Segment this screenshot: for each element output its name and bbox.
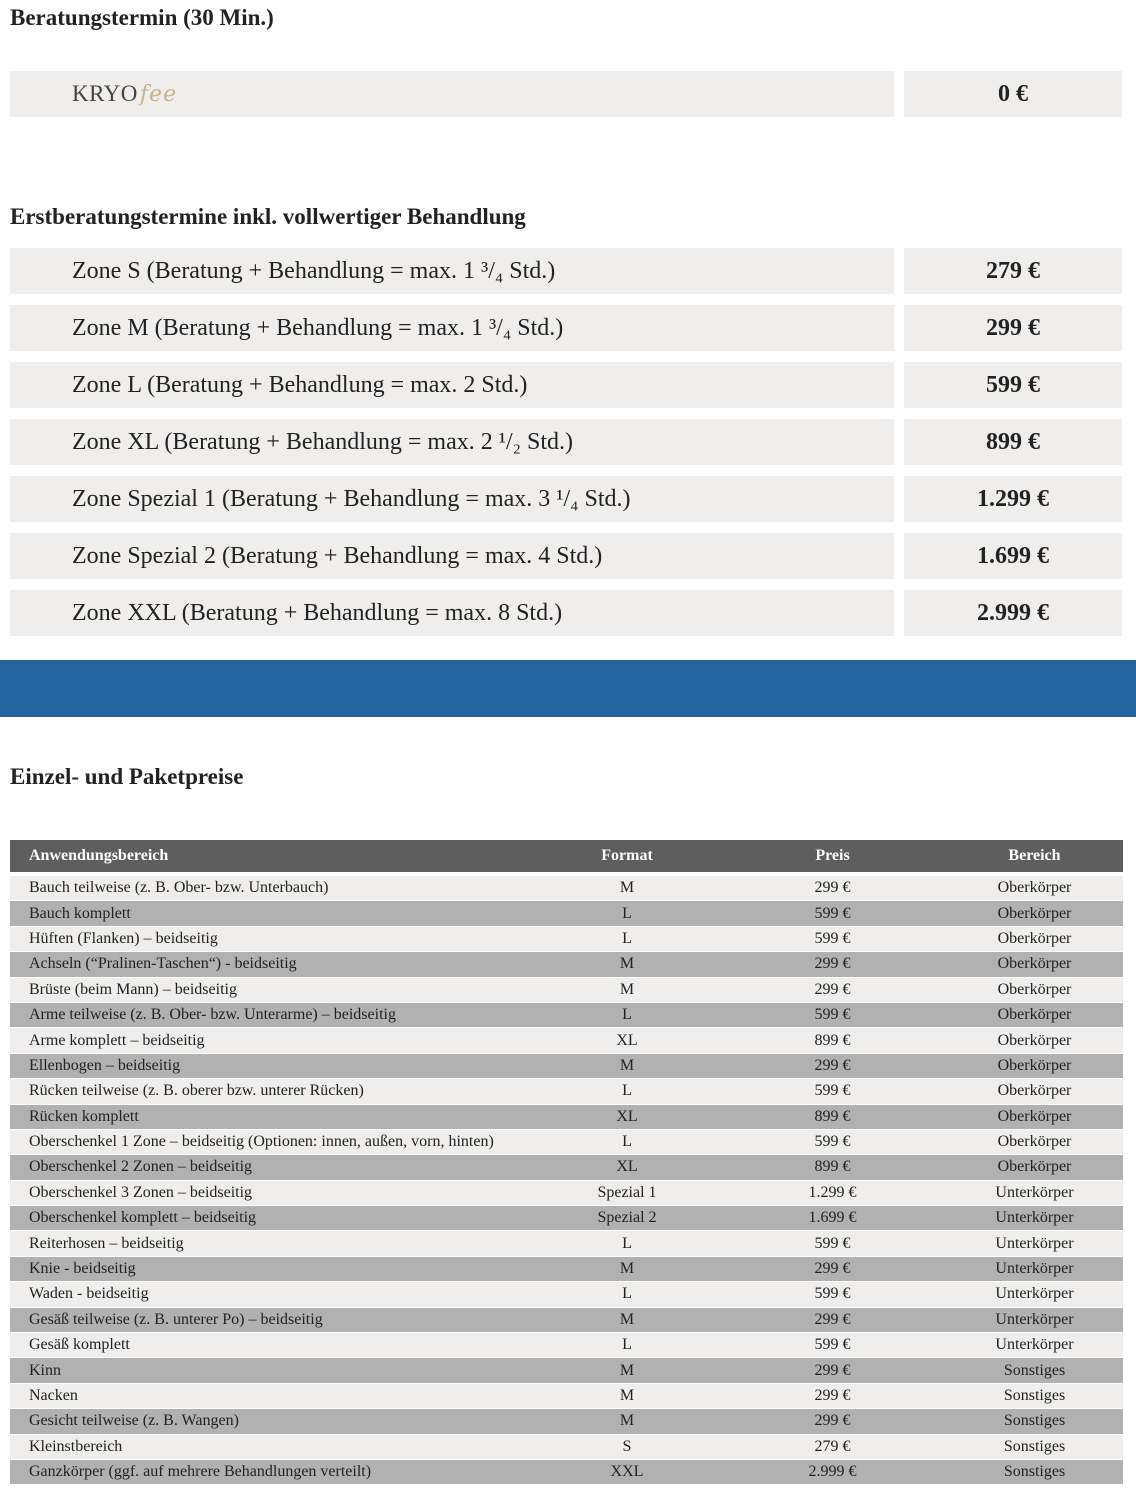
cell-price: 299 €: [814, 1361, 851, 1379]
cell-format: M: [619, 980, 635, 998]
cell-price: 299 €: [814, 1056, 851, 1074]
table-row: [10, 1155, 1123, 1180]
cell-area: Oberschenkel komplett – beidseitig: [29, 1209, 257, 1227]
cell-area: Bauch komplett: [29, 904, 131, 922]
cell-price: 899 €: [814, 1107, 851, 1125]
section-title-first-appointments: Erstberatungstermine inkl. vollwertiger Behandlung: [10, 204, 526, 229]
header-format: Format: [601, 847, 653, 864]
cell-region: Oberkörper: [997, 1006, 1072, 1024]
cell-price: 299 €: [814, 955, 851, 973]
table-row: [10, 1282, 1123, 1307]
cell-format: L: [622, 1285, 632, 1303]
section-title-prices: Einzel- und Paketpreise: [10, 764, 244, 789]
cell-region: Oberkörper: [997, 904, 1072, 922]
cell-area: Oberschenkel 1 Zone – beidseitig (Optionen: innen, außen, vorn, hinten): [29, 1133, 494, 1151]
cell-format: S: [622, 1437, 632, 1455]
table-row: [10, 1079, 1123, 1104]
cell-price: 899 €: [814, 1158, 851, 1176]
cell-area: Arme komplett – beidseitig: [29, 1031, 205, 1049]
cell-price: 2.999 €: [808, 1463, 857, 1481]
cell-region: Unterkörper: [995, 1183, 1074, 1201]
table-row: [10, 1231, 1123, 1256]
cell-price: 299 €: [814, 980, 851, 998]
cell-format: M: [619, 1412, 635, 1430]
cell-region: Unterkörper: [995, 1260, 1074, 1278]
table-row: [10, 1054, 1123, 1079]
cell-format: XL: [616, 1031, 638, 1049]
table-row: [10, 1257, 1123, 1282]
cell-region: Oberkörper: [997, 1031, 1072, 1049]
cell-region: Sonstiges: [1003, 1361, 1066, 1379]
zone-label: Zone L (Beratung + Behandlung = max. 2 Std.): [10, 362, 894, 408]
cell-area: Knie - beidseitig: [29, 1260, 136, 1278]
cell-format: Spezial 2: [597, 1209, 657, 1227]
logo-main-text: KRYO: [72, 81, 138, 106]
header-region: Bereich: [1008, 847, 1061, 864]
cell-region: Oberkörper: [997, 1082, 1072, 1100]
cell-format: XL: [616, 1107, 638, 1125]
table-row: [10, 901, 1123, 926]
cell-price: 299 €: [814, 879, 851, 897]
zone-label: Zone XL (Beratung + Behandlung = max. 2 ¹/₂ Std.): [10, 419, 894, 465]
cell-format: L: [622, 1006, 632, 1024]
cell-area: Nacken: [29, 1387, 78, 1404]
section-title-consultation: Beratungstermin (30 Min.): [10, 5, 274, 30]
cell-area: Ganzkörper (ggf. auf mehrere Behandlungen verteilt): [29, 1463, 372, 1481]
cell-area: Gesäß komplett: [29, 1336, 130, 1354]
table-row: [10, 1435, 1123, 1460]
cell-format: Spezial 1: [597, 1183, 657, 1201]
cell-price: 279 €: [814, 1437, 851, 1455]
cell-area: Rücken komplett: [29, 1107, 139, 1125]
cell-price: 299 €: [814, 1310, 851, 1328]
cell-area: Kleinstbereich: [29, 1437, 123, 1455]
cell-price: 1.699 €: [808, 1209, 857, 1227]
cell-format: M: [619, 1310, 635, 1328]
cell-price: 1.299 €: [808, 1183, 857, 1201]
zone-price: 1.699 €: [904, 533, 1122, 579]
price-table: [10, 840, 1123, 1485]
zone-label: Zone Spezial 2 (Beratung + Behandlung = max. 4 Std.): [10, 533, 894, 579]
zone-label: Zone XXL (Beratung + Behandlung = max. 8 Std.): [10, 590, 894, 636]
cell-area: Oberschenkel 2 Zonen – beidseitig: [29, 1158, 253, 1176]
cell-region: Oberkörper: [997, 1158, 1072, 1176]
table-row: [10, 1333, 1123, 1358]
cell-region: Oberkörper: [997, 1133, 1072, 1151]
cell-region: Unterkörper: [995, 1310, 1074, 1328]
zone-price: 599 €: [904, 362, 1122, 408]
zone-label: Zone Spezial 1 (Beratung + Behandlung = max. 3 ¹/₄ Std.): [10, 476, 894, 522]
zone-label: Zone M (Beratung + Behandlung = max. 1 ³/₄ Std.): [10, 305, 894, 351]
zone-price: 299 €: [904, 305, 1122, 351]
cell-price: 299 €: [814, 1387, 851, 1404]
table-row: [10, 876, 1123, 901]
cell-price: 299 €: [814, 1260, 851, 1278]
cell-area: Waden - beidseitig: [29, 1285, 149, 1303]
blue-banner: [0, 660, 1136, 717]
cell-format: M: [619, 879, 635, 897]
cell-region: Sonstiges: [1003, 1437, 1066, 1455]
zone-price: 1.299 €: [904, 476, 1122, 522]
cell-region: Oberkörper: [997, 980, 1072, 998]
cell-region: Oberkörper: [997, 1107, 1072, 1125]
cell-price: 599 €: [814, 1285, 851, 1303]
cell-format: XL: [616, 1158, 638, 1176]
cell-format: L: [622, 1133, 632, 1151]
cell-price: 599 €: [814, 904, 851, 922]
cell-format: XXL: [610, 1463, 644, 1481]
header-area: Anwendungsbereich: [29, 847, 169, 864]
zone-label: Zone S (Beratung + Behandlung = max. 1 ³/₄ Std.): [10, 248, 894, 294]
cell-area: Bauch teilweise (z. B. Ober- bzw. Unterbauch): [29, 879, 329, 897]
cell-region: Sonstiges: [1003, 1463, 1066, 1481]
table-row: [10, 1003, 1123, 1028]
cell-area: Rücken teilweise (z. B. oberer bzw. unterer Rücken): [29, 1082, 364, 1100]
cell-region: Unterkörper: [995, 1285, 1074, 1303]
table-row: [10, 1384, 1123, 1409]
zone-price: 2.999 €: [904, 590, 1122, 636]
cell-format: M: [619, 1056, 635, 1074]
cell-price: 599 €: [814, 1006, 851, 1024]
table-row: [10, 1358, 1123, 1383]
cell-region: Oberkörper: [997, 879, 1072, 897]
table-row: [10, 978, 1123, 1003]
cell-format: M: [619, 955, 635, 973]
cell-area: Achseln (“Pralinen-Taschen“) - beidseitig: [29, 955, 297, 973]
cell-price: 599 €: [814, 1082, 851, 1100]
header-price: Preis: [815, 847, 850, 864]
table-row: [10, 1181, 1123, 1206]
cell-region: Oberkörper: [997, 929, 1072, 947]
cell-price: 899 €: [814, 1031, 851, 1049]
cell-format: L: [622, 929, 632, 947]
cell-area: Ellenbogen – beidseitig: [29, 1056, 181, 1074]
consultation-row: [10, 71, 894, 117]
table-row: [10, 1105, 1123, 1130]
cell-area: Brüste (beim Mann) – beidseitig: [29, 980, 237, 998]
cell-price: 299 €: [814, 1412, 851, 1430]
cell-region: Unterkörper: [995, 1234, 1074, 1252]
table-row: [10, 1460, 1123, 1485]
cell-area: Gesäß teilweise (z. B. unterer Po) – beidseitig: [29, 1310, 323, 1328]
table-row: [10, 1130, 1123, 1155]
cell-format: L: [622, 1234, 632, 1252]
cell-price: 599 €: [814, 1336, 851, 1354]
cell-area: Reiterhosen – beidseitig: [29, 1234, 184, 1252]
cell-price: 599 €: [814, 1133, 851, 1151]
table-row: [10, 952, 1123, 977]
table-row: [10, 1028, 1123, 1053]
cell-region: Unterkörper: [995, 1336, 1074, 1354]
cell-area: Kinn: [29, 1361, 61, 1379]
cell-format: L: [622, 1082, 632, 1100]
cell-region: Oberkörper: [997, 955, 1072, 973]
cell-area: Oberschenkel 3 Zonen – beidseitig: [29, 1183, 253, 1201]
consultation-price: 0 €: [904, 71, 1122, 117]
cell-price: 599 €: [814, 929, 851, 947]
cell-region: Sonstiges: [1003, 1412, 1066, 1430]
cell-format: M: [619, 1387, 635, 1404]
zone-price: 279 €: [904, 248, 1122, 294]
zone-price: 899 €: [904, 419, 1122, 465]
cell-price: 599 €: [814, 1234, 851, 1252]
cell-area: Gesicht teilweise (z. B. Wangen): [29, 1412, 239, 1430]
cell-format: M: [619, 1361, 635, 1379]
cell-format: L: [622, 904, 632, 922]
table-row: [10, 1308, 1123, 1333]
cell-region: Oberkörper: [997, 1056, 1072, 1074]
cell-region: Unterkörper: [995, 1209, 1074, 1227]
table-row: [10, 1206, 1123, 1231]
table-body: [10, 876, 1123, 1485]
cell-area: Arme teilweise (z. B. Ober- bzw. Unterarme) – beidseitig: [29, 1006, 396, 1024]
table-header: [10, 840, 1123, 872]
cell-format: M: [619, 1260, 635, 1278]
cell-region: Sonstiges: [1003, 1387, 1066, 1404]
cell-format: L: [622, 1336, 632, 1354]
logo-script-text: fee: [139, 82, 178, 107]
kryofee-logo: [72, 81, 177, 107]
cell-area: Hüften (Flanken) – beidseitig: [29, 929, 218, 947]
table-row: [10, 927, 1123, 952]
table-row: [10, 1409, 1123, 1434]
